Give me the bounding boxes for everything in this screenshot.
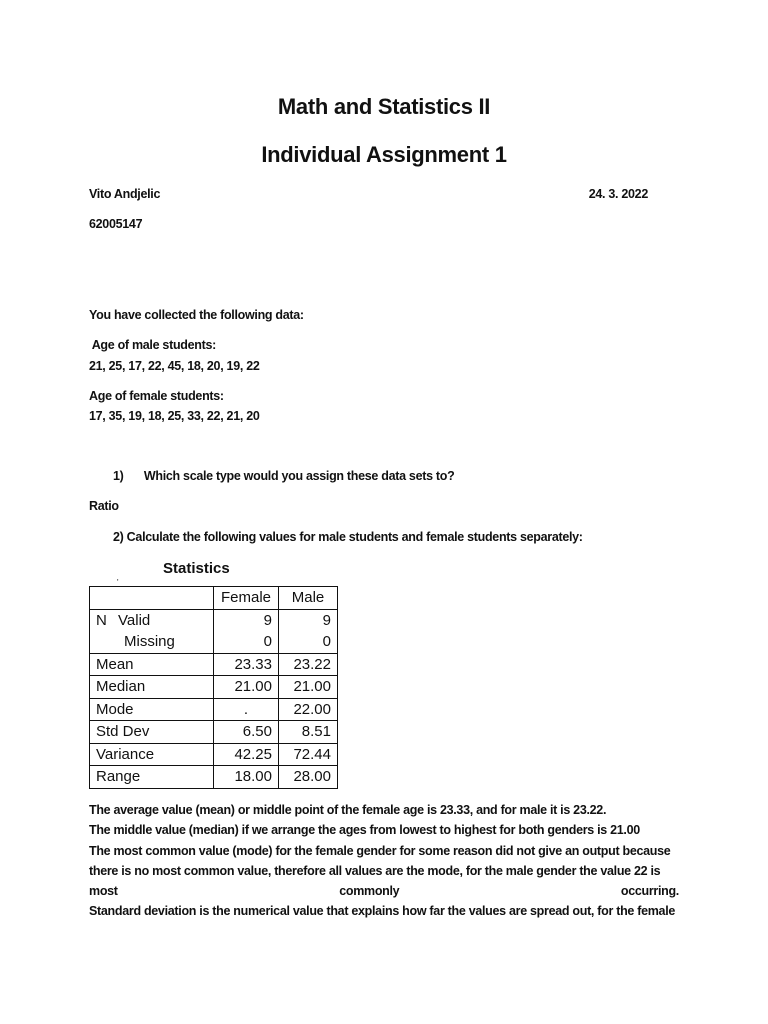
document-title: Math and Statistics II bbox=[277, 94, 491, 119]
cell-mean-male: 23.22 bbox=[279, 653, 338, 676]
question-2: 2) Calculate the following values for male students and female students separately: bbox=[113, 530, 583, 544]
header-female: Female bbox=[214, 587, 279, 610]
cell-median-female: 21.00 bbox=[214, 676, 279, 699]
row-label-median: Median bbox=[90, 676, 214, 699]
document-subtitle: Individual Assignment 1 bbox=[261, 142, 507, 167]
cell-range-male: 28.00 bbox=[279, 766, 338, 789]
cell-median-male: 21.00 bbox=[279, 676, 338, 699]
question-1-number: 1) bbox=[113, 469, 124, 483]
table-row-missing bbox=[90, 631, 338, 653]
table-row bbox=[90, 743, 338, 766]
female-label: Age of female students: bbox=[89, 389, 224, 403]
question-1-answer: Ratio bbox=[89, 499, 119, 513]
paragraph-line: The most common value (mode) for the female gender for some reason did not give an output because bbox=[89, 843, 671, 858]
cell-variance-female: 42.25 bbox=[214, 743, 279, 766]
decorative-mark: ' bbox=[117, 578, 119, 587]
table-header-row bbox=[90, 587, 338, 610]
header-empty bbox=[90, 587, 214, 610]
cell-valid-female: 9 bbox=[214, 609, 279, 631]
row-label-variance: Variance bbox=[90, 743, 214, 766]
paragraph-word: commonly bbox=[339, 884, 400, 899]
cell-range-female: 18.00 bbox=[214, 766, 279, 789]
female-values: 17, 35, 19, 18, 25, 33, 22, 21, 20 bbox=[89, 409, 260, 423]
author-name: Vito Andjelic bbox=[89, 187, 161, 201]
explanation-paragraph bbox=[89, 800, 679, 922]
paragraph-line bbox=[89, 800, 679, 820]
n-label: N bbox=[96, 611, 107, 629]
cell-missing-male: 0 bbox=[279, 631, 338, 653]
table-row bbox=[90, 676, 338, 699]
document-date: 24. 3. 2022 bbox=[588, 187, 648, 201]
question-1-text: Which scale type would you assign these data sets to? bbox=[143, 469, 455, 483]
header-male: Male bbox=[279, 587, 338, 610]
paragraph-word: occurring. bbox=[620, 884, 679, 899]
paragraph-line: The middle value (median) if we arrange the ages from lowest to highest for both genders is 21.00 bbox=[89, 823, 640, 838]
cell-missing-female: 0 bbox=[214, 631, 279, 653]
cell-mode-female: . bbox=[214, 698, 279, 721]
question-1 bbox=[113, 469, 454, 483]
student-id: 62005147 bbox=[89, 217, 143, 231]
paragraph-line bbox=[89, 881, 679, 901]
cell-valid-male: 9 bbox=[279, 609, 338, 631]
row-label-range: Range bbox=[90, 766, 214, 789]
male-label: Age of male students: bbox=[89, 338, 216, 352]
paragraph-line: Standard deviation is the numerical value that explains how far the values are spread out, for the female bbox=[89, 904, 676, 919]
cell-variance-male: 72.44 bbox=[279, 743, 338, 766]
statistics-table bbox=[89, 586, 338, 789]
cell-stddev-female: 6.50 bbox=[214, 721, 279, 744]
row-label-mode: Mode bbox=[90, 698, 214, 721]
table-row bbox=[90, 698, 338, 721]
cell-stddev-male: 8.51 bbox=[279, 721, 338, 744]
row-label-valid bbox=[90, 609, 214, 631]
table-row bbox=[90, 766, 338, 789]
cell-mean-female: 23.33 bbox=[214, 653, 279, 676]
missing-label: Missing bbox=[90, 631, 214, 653]
statistics-title: Statistics bbox=[163, 560, 230, 577]
table-row bbox=[90, 653, 338, 676]
row-label-stddev: Std Dev bbox=[90, 721, 214, 744]
paragraph-line-text: The average value (mean) or middle point of the female age is 23.33, and for male it is 23.22. bbox=[89, 803, 607, 817]
paragraph-line: there is no most common value, therefore all values are the mode, for the male gender the value 22 is bbox=[89, 863, 661, 878]
paragraph-word: most bbox=[89, 884, 118, 899]
table-row bbox=[90, 721, 338, 744]
cell-mode-male: 22.00 bbox=[279, 698, 338, 721]
row-label-mean: Mean bbox=[90, 653, 214, 676]
intro-text: You have collected the following data: bbox=[89, 308, 304, 322]
table-row-valid bbox=[90, 609, 338, 631]
valid-label: Valid bbox=[118, 611, 151, 629]
male-values: 21, 25, 17, 22, 45, 18, 20, 19, 22 bbox=[89, 359, 260, 373]
